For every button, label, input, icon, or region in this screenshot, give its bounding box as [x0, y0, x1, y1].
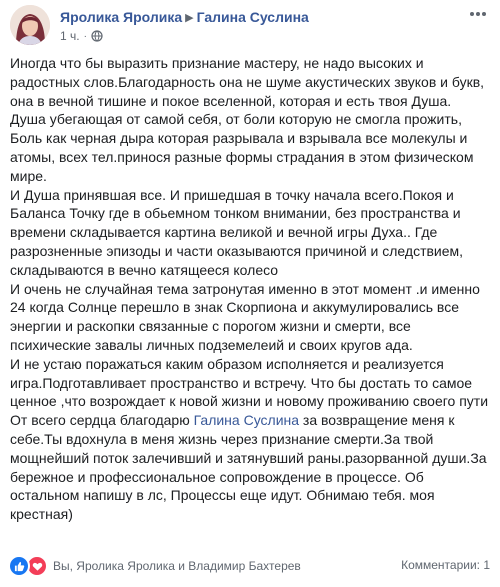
post-timestamp[interactable]: 1 ч. [60, 29, 80, 43]
avatar-image [10, 5, 50, 45]
text-fragment: От всего сердца благодарю [10, 412, 194, 429]
more-options-icon[interactable] [468, 6, 488, 22]
meta-separator: · [83, 30, 87, 42]
post-paragraph: И Душа принявшая все. И пришедшая в точку начала всего.Покоя и Баланса Точку где в обьемном тонком внимании, без пространства и времени складывается картина великой и вечной игры Духа.. Где разрозненные эпизоды и части оказываются причиной и следствием, складываются в вечно катящееся колесо [10, 186, 464, 278]
mention-link[interactable]: Галина Суслина [193, 412, 300, 429]
post-paragraph-last [10, 411, 490, 524]
thumbs-up-icon [14, 561, 25, 572]
arrow-right-icon: ▶ [185, 12, 194, 24]
avatar[interactable] [10, 5, 50, 45]
author-name[interactable]: Яролика Яролика [60, 9, 183, 25]
post-paragraph: Иногда что бы выразить признание мастеру, не надо высоких и радостных слов.Благодарность она не шуме акустических звуков и букв, она в вечной тишине и покое вселенной, которая и есть твоя Душа. Душа убегающая от самой себя, от боли которую не смогла прожить, Боль как черная дыра которая разрывала и взрывала все молекулы и атомы, всех тел.принося разные формы страдания в этом физическом мире. [10, 55, 485, 184]
reactions-summary[interactable] [8, 555, 301, 577]
text-fragment: за возвращение меня к себе.Ты вдохнула в меня жизнь через признание смерти.За твой мощнейший поток залечивший и затянувший раны.разорванной души.За бережное и профессиональное сопровождение в процессе. Об остальном напишу в лс, Процессы еще идут. Обнимаю тебя. моя крестная) [10, 412, 487, 523]
globe-icon[interactable] [91, 30, 103, 42]
dot [470, 12, 474, 16]
recipient-name[interactable]: Галина Суслина [196, 9, 309, 25]
comments-count[interactable]: Комментарии: 1 [401, 558, 490, 572]
post-footer [8, 553, 490, 577]
post-paragraph: И не устаю поражаться каким образом исполняется и реализуется игра.Подготавливает пространство и встречу. Что бы достать то самое ценное ,что возрождает к новой жизни и новому проживанию своего пути [10, 355, 489, 410]
reactions-names[interactable]: Вы, Яролика Яролика и Владимир Бахтерев [53, 559, 301, 573]
author-line [60, 9, 309, 25]
post-header [10, 4, 490, 44]
heart-icon [32, 561, 43, 572]
dot [482, 12, 486, 16]
dot [476, 12, 480, 16]
post-paragraph: И очень не случайная тема затронутая именно в этот момент .и именно 24 когда Солнце перешло в знак Скорпиона и аккумулировались все энергии и раскопки связанные с порогом жизни и смерти, все психические завалы личных подземелеий и своих кругов ада. [10, 280, 480, 353]
post-meta [60, 29, 103, 43]
like-reaction-icon [8, 555, 30, 577]
post-body [10, 54, 490, 524]
